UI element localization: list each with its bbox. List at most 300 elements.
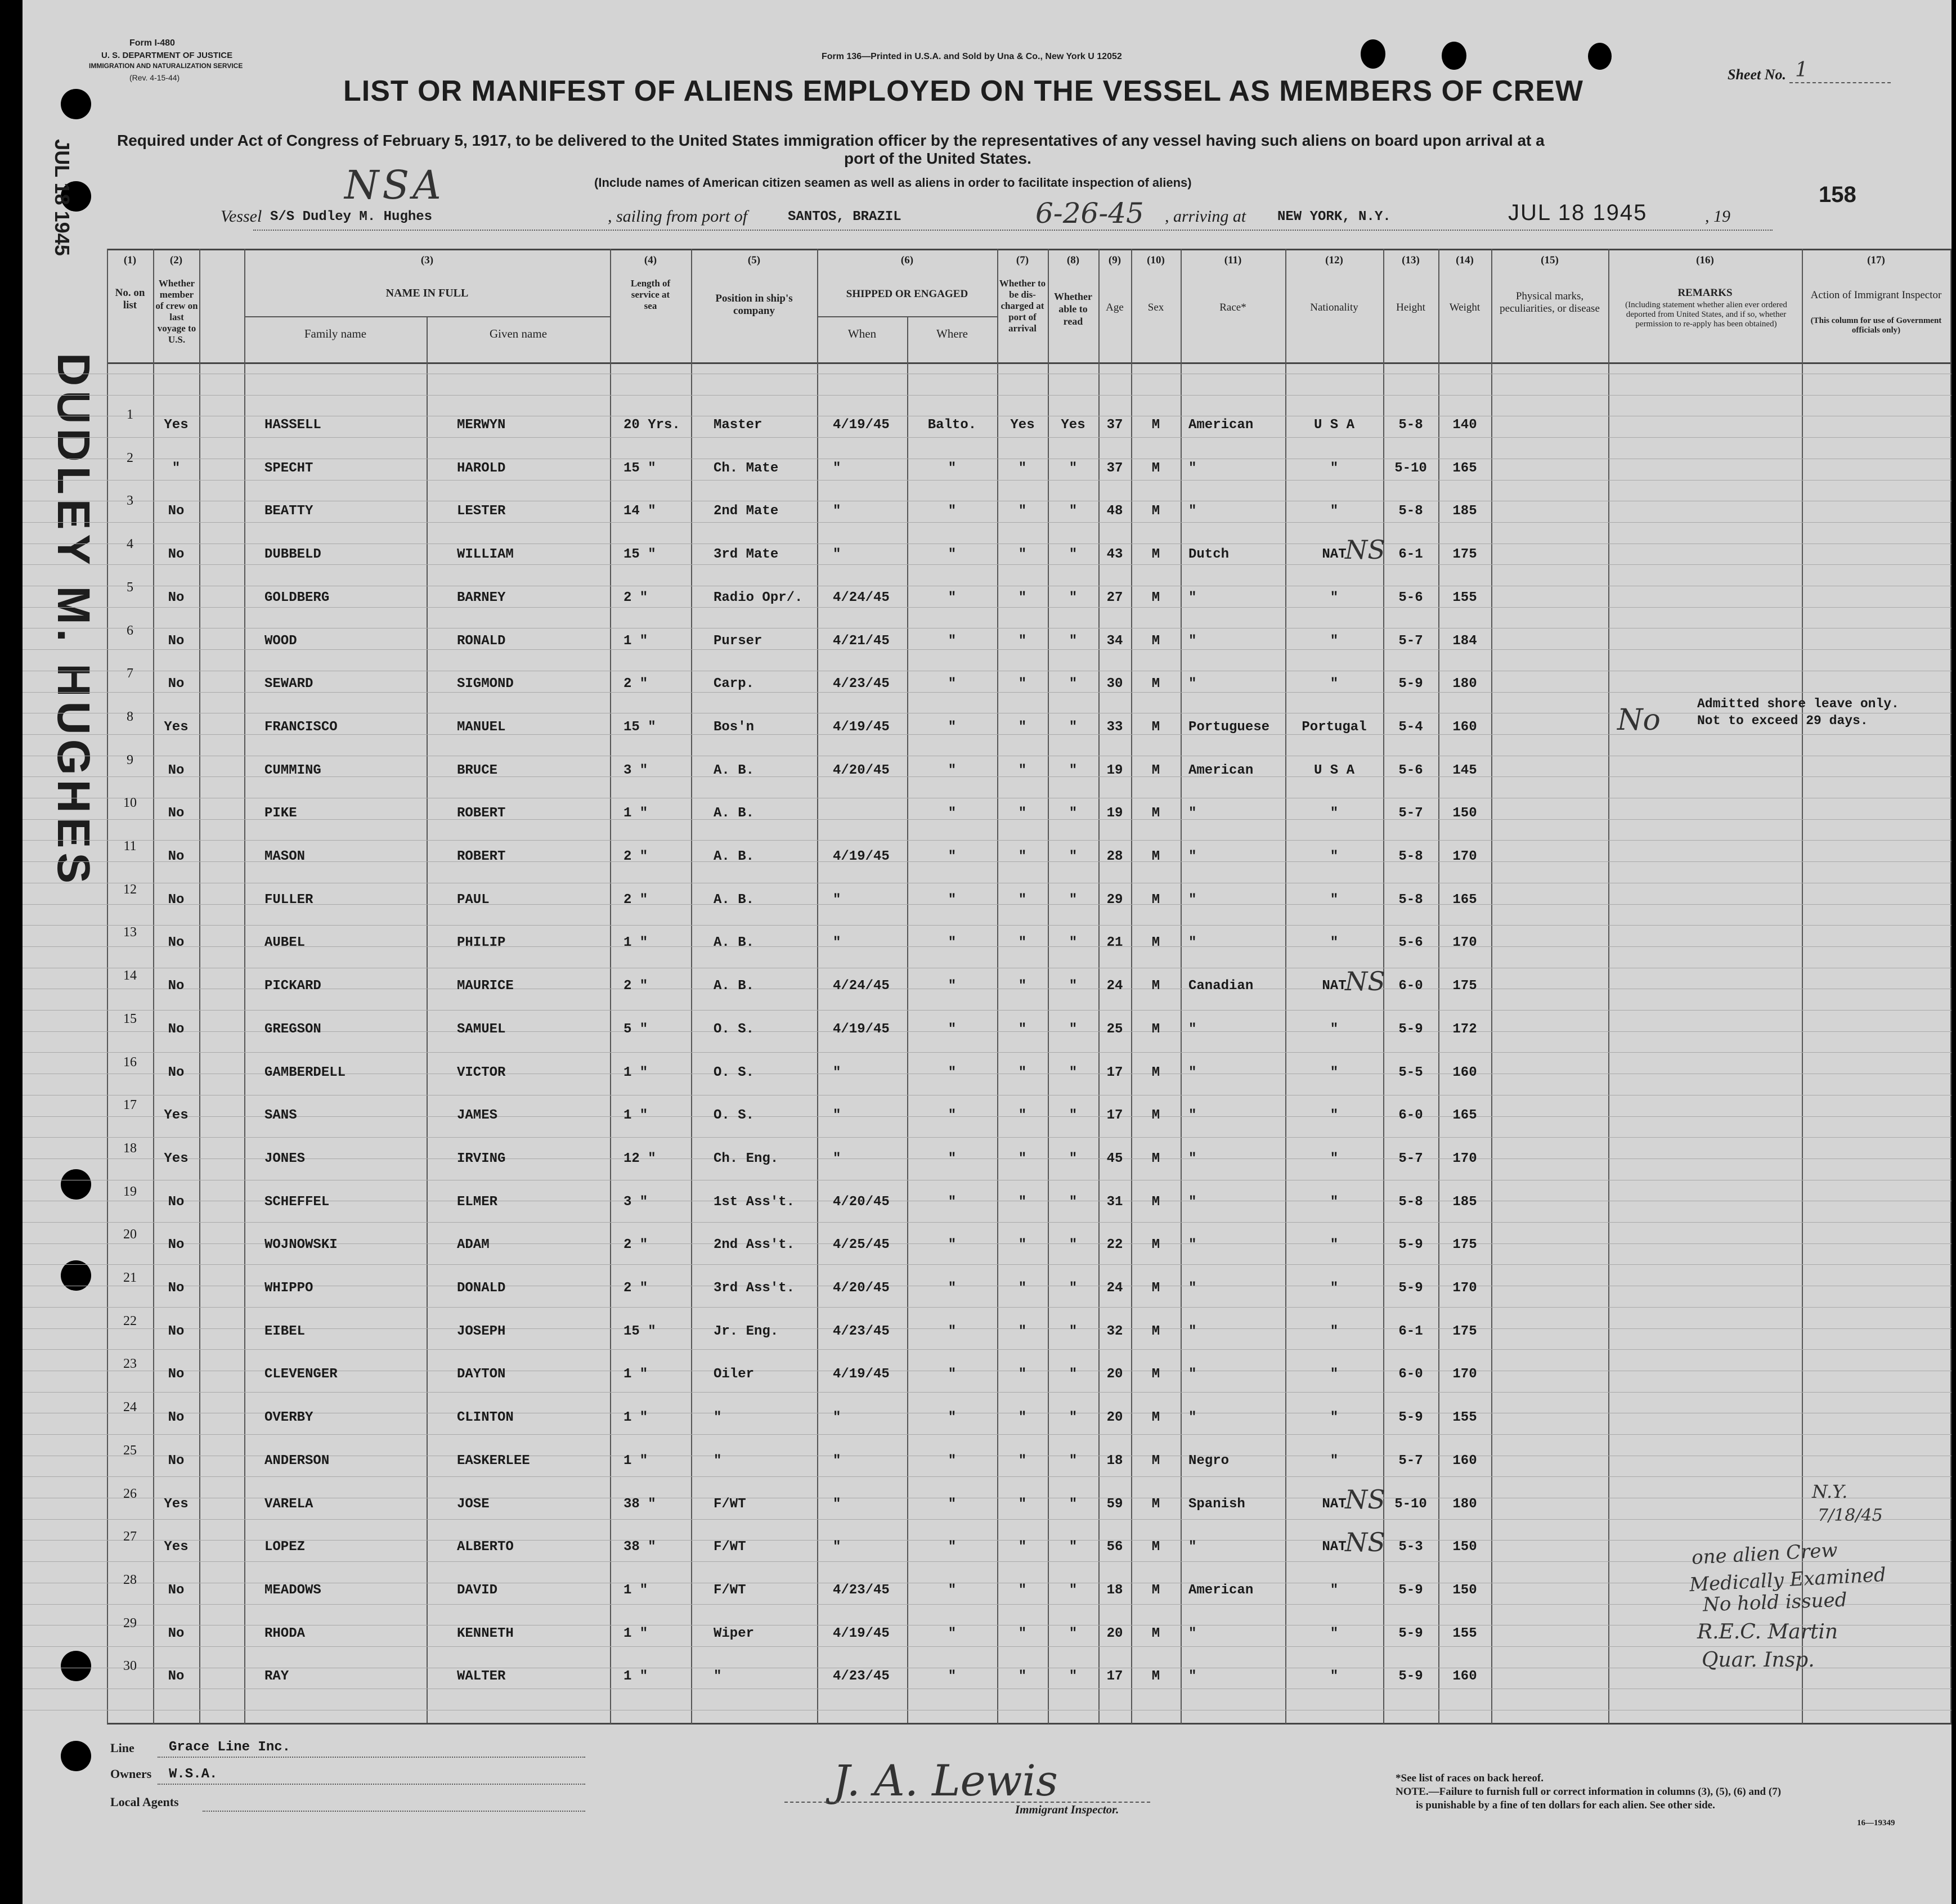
- cell-position: Ch. Mate: [714, 461, 779, 476]
- cell-shipped-when: ": [833, 1410, 841, 1425]
- cell-prev-voyage: Yes: [164, 1539, 189, 1555]
- cell-no: 10: [123, 796, 137, 810]
- ruled-line: [23, 480, 1951, 481]
- cell-shipped-when: 4/19/45: [833, 417, 890, 433]
- cell-discharged: ": [1018, 1237, 1027, 1252]
- cell-height: 5-8: [1398, 849, 1423, 864]
- col-divider: [107, 249, 108, 1724]
- column-number: (1): [123, 254, 137, 266]
- cell-shipped-when: 4/23/45: [833, 1583, 890, 1598]
- cell-age: 17: [1106, 1108, 1123, 1123]
- cell-length-of-service: 1 ": [623, 935, 648, 950]
- cell-length-of-service: 2 ": [623, 978, 648, 994]
- cell-shipped-when: 4/20/45: [833, 1195, 890, 1210]
- cell-discharged: ": [1018, 1539, 1027, 1555]
- cell-nationality: ": [1330, 590, 1339, 605]
- cell-shipped-where: ": [948, 1626, 957, 1641]
- ruled-line: [23, 840, 1951, 841]
- cell-height: 5-5: [1398, 1065, 1423, 1080]
- cell-position: Ch. Eng.: [714, 1151, 779, 1166]
- cell-prev-voyage: No: [168, 1453, 185, 1469]
- cell-shipped-where: ": [948, 1281, 957, 1296]
- cell-family-name: PIKE: [264, 806, 297, 821]
- ruled-line: [23, 1604, 1951, 1605]
- cell-given-name: DAVID: [457, 1583, 498, 1598]
- cell-age: 22: [1106, 1237, 1123, 1252]
- cell-position: 2nd Ass't.: [714, 1237, 795, 1252]
- cell-shipped-when: 4/20/45: [833, 763, 890, 778]
- cell-no: 2: [127, 451, 133, 465]
- cell-race: American: [1188, 417, 1254, 433]
- quarantine-note-1: one alien Crew: [1691, 1539, 1838, 1569]
- cell-given-name: MAURICE: [457, 978, 514, 994]
- ruled-line: [23, 1646, 1951, 1647]
- cell-prev-voyage: No: [168, 849, 185, 864]
- cell-position: ": [714, 1669, 722, 1684]
- cell-race: Spanish: [1188, 1497, 1245, 1512]
- cell-shipped-where: ": [948, 634, 957, 649]
- cell-able-to-read: ": [1069, 1626, 1078, 1641]
- cell-shipped-when: ": [833, 1065, 841, 1080]
- ruled-line: [23, 1561, 1951, 1562]
- cell-race: ": [1188, 1324, 1197, 1339]
- cell-no: 24: [123, 1400, 137, 1414]
- cell-prev-voyage: Yes: [164, 1151, 189, 1166]
- cell-shipped-when: ": [833, 892, 841, 908]
- port-to: NEW YORK, N.Y.: [1277, 209, 1391, 224]
- ruled-line: [23, 925, 1951, 926]
- cell-race: ": [1188, 806, 1197, 821]
- inspector-signature: J. A. Lewis: [833, 1755, 1058, 1806]
- cell-position: ": [714, 1453, 722, 1469]
- cell-age: 29: [1106, 892, 1123, 908]
- cell-position: A. B.: [714, 763, 755, 778]
- cell-shipped-where: ": [948, 1237, 957, 1252]
- cell-nationality: ": [1330, 1583, 1339, 1598]
- cell-position: Radio Opr/.: [714, 590, 803, 605]
- cell-length-of-service: 1 ": [623, 1410, 648, 1425]
- cell-family-name: WOJNOWSKI: [264, 1237, 338, 1252]
- cell-given-name: PHILIP: [457, 935, 506, 950]
- cell-position: F/WT: [714, 1539, 746, 1555]
- cell-shipped-where: ": [948, 1539, 957, 1555]
- cell-length-of-service: 38 ": [623, 1497, 656, 1512]
- vessel-underline: [253, 230, 1773, 231]
- cell-age: 27: [1106, 590, 1123, 605]
- cell-race: ": [1188, 1410, 1197, 1425]
- cell-given-name: SIGMOND: [457, 676, 514, 691]
- cell-age: 37: [1106, 417, 1123, 433]
- cell-no: 11: [123, 839, 137, 854]
- cell-position: A. B.: [714, 849, 755, 864]
- cell-nationality: ": [1330, 676, 1339, 691]
- cell-family-name: CLEVENGER: [264, 1367, 338, 1382]
- ruled-line: [23, 1476, 1951, 1477]
- cell-weight: 165: [1452, 892, 1477, 908]
- cell-age: 20: [1106, 1410, 1123, 1425]
- quarantine-note-5: Quar. Insp.: [1702, 1649, 1815, 1672]
- cell-discharged: ": [1018, 676, 1027, 691]
- handwritten-nsa: NSA: [344, 162, 445, 208]
- cell-shipped-where: ": [948, 849, 957, 864]
- ruled-line: [23, 1010, 1951, 1011]
- punch-hole: [61, 1741, 91, 1771]
- cell-given-name: WILLIAM: [457, 547, 514, 562]
- cell-family-name: GAMBERDELL: [264, 1065, 346, 1080]
- cell-shipped-when: 4/19/45: [833, 720, 890, 735]
- sailing-date: 6-26-45: [1035, 197, 1144, 230]
- year-label: , 19: [1705, 207, 1730, 226]
- header-where: Where: [936, 327, 968, 340]
- cell-weight: 150: [1452, 1583, 1477, 1598]
- col-divider: [1802, 249, 1803, 1724]
- cell-able-to-read: ": [1069, 1108, 1078, 1123]
- cell-age: 18: [1106, 1453, 1123, 1469]
- footer-line-value: Grace Line Inc.: [169, 1740, 291, 1755]
- inspector-label: Immigrant Inspector.: [1015, 1803, 1119, 1816]
- ruled-line: [23, 1264, 1951, 1265]
- cell-nationality: ": [1330, 892, 1339, 908]
- nat-handwritten-mark: NS: [1345, 966, 1385, 996]
- punch-hole: [61, 1651, 91, 1681]
- cell-height: 5-7: [1398, 634, 1423, 649]
- cell-given-name: ADAM: [457, 1237, 490, 1252]
- cell-weight: 172: [1452, 1022, 1477, 1037]
- cell-family-name: VARELA: [264, 1497, 313, 1512]
- cell-nationality: U S A: [1313, 763, 1354, 778]
- cell-length-of-service: 2 ": [623, 676, 648, 691]
- col-divider: [427, 316, 428, 1723]
- cell-sex: M: [1151, 1195, 1160, 1210]
- cell-race: ": [1188, 892, 1197, 908]
- punch-hole: [1588, 43, 1612, 70]
- cell-nationality: ": [1330, 1453, 1339, 1469]
- cell-family-name: DUBBELD: [264, 547, 321, 562]
- cell-age: 18: [1106, 1583, 1123, 1598]
- ruled-line: [23, 1052, 1951, 1053]
- cell-able-to-read: ": [1069, 1151, 1078, 1166]
- footer-code: 16—19349: [1857, 1818, 1895, 1827]
- cell-shipped-where: Balto.: [927, 417, 977, 433]
- cell-shipped-where: ": [948, 1151, 957, 1166]
- cell-length-of-service: 38 ": [623, 1539, 656, 1555]
- cell-able-to-read: ": [1069, 763, 1078, 778]
- cell-race: American: [1188, 763, 1254, 778]
- cell-family-name: SPECHT: [264, 461, 313, 476]
- cell-weight: 175: [1452, 1237, 1477, 1252]
- cell-age: 31: [1106, 1195, 1123, 1210]
- cell-discharged: ": [1018, 1497, 1027, 1512]
- cell-age: 45: [1106, 1151, 1123, 1166]
- cell-sex: M: [1151, 1626, 1160, 1641]
- column-number: (12): [1325, 254, 1343, 266]
- cell-shipped-when: 4/23/45: [833, 676, 890, 691]
- footer-owners-value: W.S.A.: [169, 1767, 218, 1782]
- column-number: (14): [1456, 254, 1474, 266]
- cell-shipped-when: ": [833, 547, 841, 562]
- cell-shipped-where: ": [948, 1022, 957, 1037]
- cell-no: 20: [123, 1227, 137, 1242]
- cell-able-to-read: ": [1069, 892, 1078, 908]
- cell-nationality: ": [1330, 806, 1339, 821]
- cell-length-of-service: 1 ": [623, 634, 648, 649]
- cell-prev-voyage: No: [168, 935, 185, 950]
- header-action: Action of Immigrant Inspector: [1810, 289, 1942, 301]
- quarantine-note-3: No hold issued: [1702, 1588, 1848, 1616]
- cell-race: ": [1188, 1195, 1197, 1210]
- cell-no: 19: [123, 1184, 137, 1199]
- cell-no: 9: [127, 753, 133, 767]
- cell-no: 16: [123, 1055, 137, 1070]
- cell-nationality: ": [1330, 1626, 1339, 1641]
- cell-height: 5-8: [1398, 417, 1423, 433]
- cell-discharged: ": [1018, 1410, 1027, 1425]
- column-number: (8): [1066, 254, 1080, 266]
- cell-given-name: MANUEL: [457, 720, 506, 735]
- margin-date-stamp: JUL 18 1945: [51, 139, 74, 256]
- cell-race: Portuguese: [1188, 720, 1270, 735]
- cell-weight: 170: [1452, 849, 1477, 864]
- cell-nationality: ": [1330, 1324, 1339, 1339]
- cell-nationality: ": [1330, 634, 1339, 649]
- cell-shipped-when: ": [833, 461, 841, 476]
- header-position: Position in ship's company: [715, 293, 793, 317]
- cell-height: 5-3: [1398, 1539, 1423, 1555]
- cell-position: A. B.: [714, 935, 755, 950]
- cell-discharged: ": [1018, 1626, 1027, 1641]
- cell-family-name: ANDERSON: [264, 1453, 330, 1469]
- cell-sex: M: [1151, 763, 1160, 778]
- cell-weight: 170: [1452, 1151, 1477, 1166]
- cell-given-name: SAMUEL: [457, 1022, 506, 1037]
- cell-sex: M: [1151, 1410, 1160, 1425]
- cell-given-name: HAROLD: [457, 461, 506, 476]
- cell-sex: M: [1151, 676, 1160, 691]
- cell-height: 5-7: [1398, 806, 1423, 821]
- cell-weight: 185: [1452, 1195, 1477, 1210]
- cell-shipped-where: ": [948, 1108, 957, 1123]
- cell-nationality: ": [1330, 1367, 1339, 1382]
- cell-able-to-read: ": [1069, 1022, 1078, 1037]
- cell-race: ": [1188, 590, 1197, 605]
- cell-shipped-where: ": [948, 763, 957, 778]
- footer-note-2: NOTE.—Failure to furnish full or correct information in columns (3), (5), (6) and (7): [1396, 1786, 1782, 1798]
- cell-prev-voyage: No: [168, 1367, 185, 1382]
- cell-weight: 155: [1452, 1626, 1477, 1641]
- cell-prev-voyage: No: [168, 892, 185, 908]
- ruled-line: [23, 649, 1951, 650]
- cell-race: ": [1188, 1022, 1197, 1037]
- cell-weight: 180: [1452, 676, 1477, 691]
- cell-shipped-where: ": [948, 978, 957, 994]
- cell-no: 12: [123, 882, 137, 897]
- cell-able-to-read: ": [1069, 1237, 1078, 1252]
- cell-sex: M: [1151, 1497, 1160, 1512]
- header-weight: Weight: [1449, 302, 1481, 313]
- table-bottom-border: [107, 1723, 1951, 1725]
- ruled-line: [23, 1519, 1951, 1520]
- cell-family-name: GOLDBERG: [264, 590, 330, 605]
- header-length: Length of service at sea: [630, 278, 671, 311]
- cell-length-of-service: 2 ": [623, 590, 648, 605]
- cell-family-name: SCHEFFEL: [264, 1195, 330, 1210]
- cell-given-name: ALBERTO: [457, 1539, 514, 1555]
- cell-given-name: JOSEPH: [457, 1324, 506, 1339]
- ruled-line: [23, 564, 1951, 565]
- cell-able-to-read: ": [1069, 547, 1078, 562]
- cell-no: 4: [127, 537, 133, 551]
- cell-age: 17: [1106, 1065, 1123, 1080]
- cell-prev-voyage: No: [168, 806, 185, 821]
- cell-able-to-read: ": [1069, 1583, 1078, 1598]
- cell-sex: M: [1151, 1065, 1160, 1080]
- cell-race: ": [1188, 461, 1197, 476]
- cell-able-to-read: ": [1069, 1324, 1078, 1339]
- cell-prev-voyage: Yes: [164, 1497, 189, 1512]
- cell-given-name: ELMER: [457, 1195, 498, 1210]
- cell-sex: M: [1151, 935, 1160, 950]
- cell-height: 5-9: [1398, 1669, 1423, 1684]
- cell-discharged: ": [1018, 547, 1027, 562]
- cell-able-to-read: ": [1069, 1367, 1078, 1382]
- cell-able-to-read: ": [1069, 849, 1078, 864]
- cell-no: 3: [127, 493, 133, 508]
- cell-race: ": [1188, 676, 1197, 691]
- cell-discharged: ": [1018, 1022, 1027, 1037]
- cell-position: A. B.: [714, 978, 755, 994]
- cell-nationality: ": [1330, 1237, 1339, 1252]
- cell-able-to-read: ": [1069, 634, 1078, 649]
- ruled-line: [23, 1222, 1951, 1223]
- cell-age: 56: [1106, 1539, 1123, 1555]
- cell-prev-voyage: No: [168, 1669, 185, 1684]
- cell-able-to-read: ": [1069, 720, 1078, 735]
- cell-family-name: WHIPPO: [264, 1281, 313, 1296]
- cell-family-name: CUMMING: [264, 763, 321, 778]
- cell-sex: M: [1151, 1022, 1160, 1037]
- cell-weight: 160: [1452, 720, 1477, 735]
- cell-able-to-read: ": [1069, 1453, 1078, 1469]
- col-divider: [907, 316, 908, 1723]
- cell-length-of-service: 2 ": [623, 849, 648, 864]
- cell-able-to-read: ": [1069, 1410, 1078, 1425]
- ruled-line: [23, 1434, 1951, 1435]
- cell-race: ": [1188, 1367, 1197, 1382]
- cell-race: Dutch: [1188, 547, 1230, 562]
- cell-position: F/WT: [714, 1497, 746, 1512]
- cell-given-name: EASKERLEE: [457, 1453, 530, 1469]
- cell-length-of-service: 1 ": [623, 1453, 648, 1469]
- cell-age: 33: [1106, 720, 1123, 735]
- column-number: (10): [1147, 254, 1165, 266]
- cell-nationality: ": [1330, 1410, 1339, 1425]
- cell-nationality: NAT: [1322, 1539, 1347, 1555]
- header-given: Given name: [489, 327, 548, 340]
- cell-age: 17: [1106, 1669, 1123, 1684]
- cell-age: 24: [1106, 1281, 1123, 1296]
- cell-shipped-where: ": [948, 504, 957, 519]
- cell-able-to-read: ": [1069, 1539, 1078, 1555]
- header-height: Height: [1396, 302, 1425, 313]
- cell-shipped-when: ": [833, 504, 841, 519]
- cell-sex: M: [1151, 1367, 1160, 1382]
- cell-shipped-when: 4/20/45: [833, 1281, 890, 1296]
- cell-prev-voyage: No: [168, 1281, 185, 1296]
- cell-prev-voyage: No: [168, 763, 185, 778]
- cell-no: 14: [123, 968, 137, 983]
- cell-discharged: ": [1018, 504, 1027, 519]
- cell-sex: M: [1151, 590, 1160, 605]
- cell-length-of-service: 2 ": [623, 1281, 648, 1296]
- header-prev-voyage: Whether member of crew on last voyage to U.S.: [155, 278, 198, 345]
- cell-prev-voyage: No: [168, 634, 185, 649]
- dept-line-2: IMMIGRATION AND NATURALIZATION SERVICE: [89, 62, 243, 70]
- cell-shipped-where: ": [948, 935, 957, 950]
- header-remarks-note: (Including statement whether alien ever ordered deported from United States, and if so, whether permission to re-apply has been obtained): [1625, 300, 1787, 329]
- ruled-line: [23, 1137, 1951, 1138]
- cell-age: 59: [1106, 1497, 1123, 1512]
- cell-weight: 170: [1452, 1367, 1477, 1382]
- cell-age: 20: [1106, 1626, 1123, 1641]
- cell-no: 6: [127, 623, 133, 638]
- cell-weight: 160: [1452, 1669, 1477, 1684]
- cell-able-to-read: Yes: [1061, 417, 1085, 433]
- arriving-label: , arriving at: [1165, 207, 1246, 226]
- cell-age: 34: [1106, 634, 1123, 649]
- form-revision: (Rev. 4-15-44): [129, 73, 180, 82]
- col-divider: [1491, 249, 1492, 1724]
- cell-shipped-where: ": [948, 1324, 957, 1339]
- nat-handwritten-mark: NS: [1345, 535, 1385, 565]
- cell-position: 3rd Ass't.: [714, 1281, 795, 1296]
- cell-no: 25: [123, 1443, 137, 1458]
- cell-height: 5-8: [1398, 504, 1423, 519]
- cell-position: 2nd Mate: [714, 504, 779, 519]
- punch-hole: [1361, 39, 1385, 69]
- cell-prev-voyage: No: [168, 1237, 185, 1252]
- cell-discharged: ": [1018, 1065, 1027, 1080]
- cell-height: 6-0: [1398, 978, 1423, 994]
- cell-prev-voyage: No: [168, 1583, 185, 1598]
- cell-position: A. B.: [714, 892, 755, 908]
- quarantine-note-4: R.E.C. Martin: [1697, 1620, 1838, 1643]
- cell-family-name: GREGSON: [264, 1022, 321, 1037]
- cell-length-of-service: 15 ": [623, 1324, 656, 1339]
- column-number: (7): [1016, 254, 1029, 266]
- ruled-line: [23, 1349, 1951, 1350]
- cell-nationality: ": [1330, 1281, 1339, 1296]
- cell-prev-voyage: No: [168, 1410, 185, 1425]
- cell-length-of-service: 1 ": [623, 1065, 648, 1080]
- footer-agents-label: Local Agents: [110, 1795, 179, 1809]
- cell-race: ": [1188, 1539, 1197, 1555]
- header-family: Family name: [304, 327, 367, 340]
- cell-sex: M: [1151, 1669, 1160, 1684]
- ruled-line: [23, 692, 1951, 693]
- cell-shipped-when: 4/19/45: [833, 849, 890, 864]
- cell-shipped-when: 4/23/45: [833, 1669, 890, 1684]
- remarks-days: Not to exceed 29 days.: [1697, 713, 1868, 728]
- vessel-name: S/S Dudley M. Hughes: [270, 209, 433, 224]
- cell-family-name: SEWARD: [264, 676, 313, 691]
- form-number: Form I-480: [129, 38, 175, 48]
- cell-length-of-service: 5 ": [623, 1022, 648, 1037]
- column-number: (2): [169, 254, 183, 266]
- cell-prev-voyage: No: [168, 590, 185, 605]
- dept-line-1: U. S. DEPARTMENT OF JUSTICE: [101, 51, 233, 60]
- cell-race: Negro: [1188, 1453, 1230, 1469]
- vessel-label: Vessel: [221, 207, 262, 226]
